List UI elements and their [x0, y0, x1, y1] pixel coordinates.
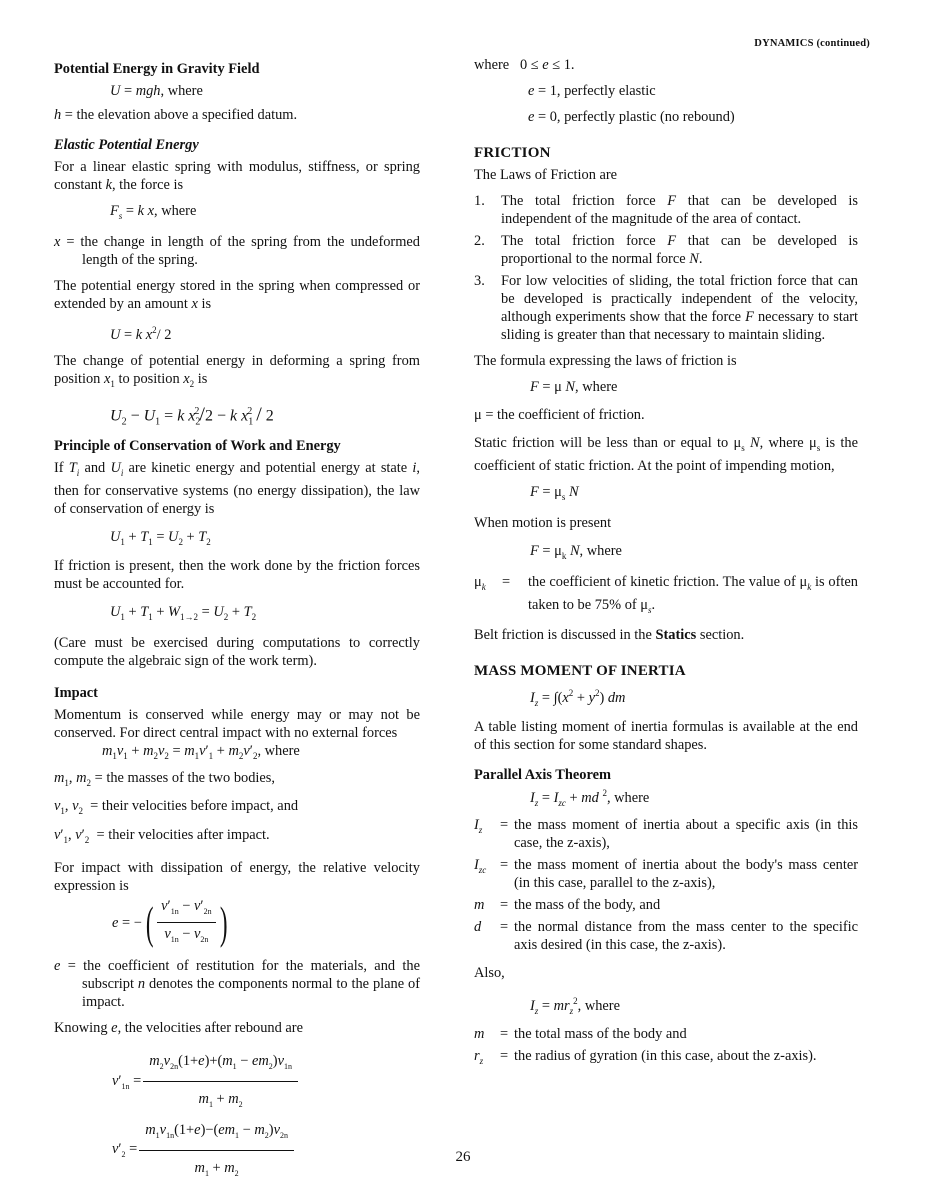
inertia-table-note: A table listing moment of inertia formulas is available at the end of this section for some standard shapes. — [474, 719, 858, 754]
mu-definition: μ = the coefficient of friction. — [474, 407, 645, 423]
impact-intro: Momentum is conserved while energy may or may not be conserved. For direct central impact with no external forces — [54, 706, 420, 741]
friction-law-3: 3. For low velocities of sliding, the total friction force that can be developed is practically independent of the velocity, although experiments show that the force F necessary to start sliding is greater than that necessary to maintain sliding. — [474, 273, 858, 343]
belt-friction-text: Belt friction is discussed in the Statics section. — [474, 627, 745, 644]
def2-rz: $r_z$ = the radius of gyration (in this case, about the z-axis). — [474, 1048, 817, 1067]
inertia-equation: $I_z = \int(x^2 + y^2)$ dm — [530, 688, 626, 709]
elastic-title: Elastic Potential Energy — [54, 137, 199, 153]
v1-rebound-equation: $v'_{1n}$ = $\frac{m_2v_{2n}(1+e)+(m_1 - em_2)v_{1n}}{m_1 + m_2}$ — [54, 1051, 420, 1116]
e-plastic: e = 0, perfectly plastic (no rebound) — [528, 109, 735, 125]
care-note: (Care must be exercised during computations to correctly compute the algebraic sign of the work term). — [54, 634, 420, 669]
right-column — [474, 56, 858, 1070]
restitution-definition: e = the coefficient of restitution for the materials, and the subscript n denotes the components normal to the plane of impact. — [54, 958, 420, 1011]
knowing-e-text: Knowing e, the velocities after rebound are — [54, 1020, 303, 1037]
impact-after-velocity-definition: $v'_1$, $v'_2$ = their velocities after impact. — [54, 827, 270, 846]
friction-formula: F = μ N, where — [530, 379, 618, 395]
def-m: m = the mass of the body, and — [474, 896, 661, 913]
impact-velocity-definition: $v_1$, $v_2$ = their velocities before impact, and — [54, 798, 299, 817]
conservation-title: Principle of Conservation of Work and Energy — [54, 438, 341, 455]
laws-intro: The Laws of Friction are — [474, 167, 618, 183]
friction-note: If friction is present, then the work done by the friction forces must be accounted for. — [54, 557, 420, 592]
page-number: 26 — [455, 1149, 471, 1165]
static-friction-equation: $F = \mu_s$ N — [530, 483, 579, 502]
def-d: d = the normal distance from the mass center to the specific axis desired (in this case, the z-axis). — [474, 918, 858, 953]
also-text: Also, — [474, 964, 505, 981]
parallel-axis-title: Parallel Axis Theorem — [474, 767, 611, 784]
e-elastic: e = 1, perfectly elastic — [528, 83, 656, 99]
def2-m: m = the total mass of the body and — [474, 1026, 687, 1043]
impact-mass-definition: $m_1$, $m_2$ = the masses of the two bodies, — [54, 769, 275, 788]
gyration-equation: $I_z = mr_z^2$, where — [530, 995, 620, 1016]
elastic-change-equation: $U_2 - U_1 = k$ $x_2^2/2 - k$ $x_1^2 / 2$ — [110, 402, 274, 428]
restitution-equation: e = − ( $\frac{v'_{1n} - v'_{2n}}{v_{1n} - v_{2n}}$ ) — [112, 897, 228, 949]
v2-rebound-equation: $v'_2$ = $\frac{m_1v_{1n}(1+e)-(em_1 - m_2)v_{2n}}{m_1 + m_2}$ — [54, 1120, 420, 1185]
pe-gravity-equation: U = mgh, where — [110, 83, 203, 99]
kinetic-friction-equation: $F = \mu_k$ N, where — [530, 542, 622, 561]
elastic-force-equation: $F_s = k$ x, where — [110, 203, 197, 221]
impact-title: Impact — [54, 684, 98, 701]
elastic-stored-text: The potential energy stored in the spring when compressed or extended by an amount x is — [54, 277, 420, 312]
impact-equation: $m_1v_1 + m_2v_2 = m_1v'_1 + m_2v'_2$, where — [102, 742, 300, 761]
def-izc: $I_{zc}$ = the mass moment of inertia about the body's mass center (in this case, parallel to the z-axis), — [474, 856, 858, 891]
formula-intro: The formula expressing the laws of friction is — [474, 353, 737, 369]
motion-present-text: When motion is present — [474, 514, 612, 531]
friction-law-1: 1. The total friction force F that can be developed is independent of the magnitude of the area of contact. — [474, 193, 858, 227]
e-range: where 0 ≤ e ≤ 1. — [474, 57, 575, 73]
elastic-change-text: The change of potential energy in deforming a spring from position $x_1$ to position $x_2$ is — [54, 352, 420, 389]
parallel-axis-equation: $I_z = I_{zc}$ + md $^2$, where — [530, 788, 650, 808]
def-iz: $I_z$ = the mass moment of inertia about a specific axis (in this case, the z-axis), — [474, 816, 858, 851]
static-friction-text: Static friction will be less than or equal to $\mu_s$ N, where $\mu_s$ is the coefficient of static friction. At the point of impending motion, — [474, 435, 858, 474]
running-header: DYNAMICS (continued) — [754, 38, 870, 49]
elastic-x-definition: x = the change in length of the spring from the undeformed length of the spring. — [54, 233, 420, 268]
conservation-equation: $U_1 + T_1 = U_2 + T_2$ — [110, 528, 211, 547]
pe-gravity-title: Potential Energy in Gravity Field — [54, 61, 260, 77]
muk-definition: $\mu_k$ = the coefficient of kinetic friction. The value of $\mu_k$ is often taken to be 75% of $\mu_s$. — [474, 573, 858, 615]
friction-title: FRICTION — [474, 145, 551, 161]
pe-gravity-h-definition: h = the elevation above a specified datum. — [54, 107, 298, 123]
friction-work-equation: $U_1 + T_1 + W_{1\to 2} = U_2 + T_2$ — [110, 603, 257, 622]
dissipation-intro: For impact with dissipation of energy, the relative velocity expression is — [54, 860, 420, 895]
friction-law-2: 2. The total friction force F that can be developed is proportional to the normal force N. — [474, 233, 858, 267]
conservation-intro: If $T_i$ and $U_i$ are kinetic energy and potential energy at state i, then for conservative systems (no energy dissipation), the law of conservation of energy is — [54, 460, 420, 517]
elastic-intro: For a linear elastic spring with modulus, stiffness, or spring constant k, the force is — [54, 159, 420, 193]
left-column — [54, 56, 420, 1185]
inertia-title: MASS MOMENT OF INERTIA — [474, 663, 686, 680]
elastic-u-equation: U = k $x^2/$ 2 — [110, 324, 172, 343]
